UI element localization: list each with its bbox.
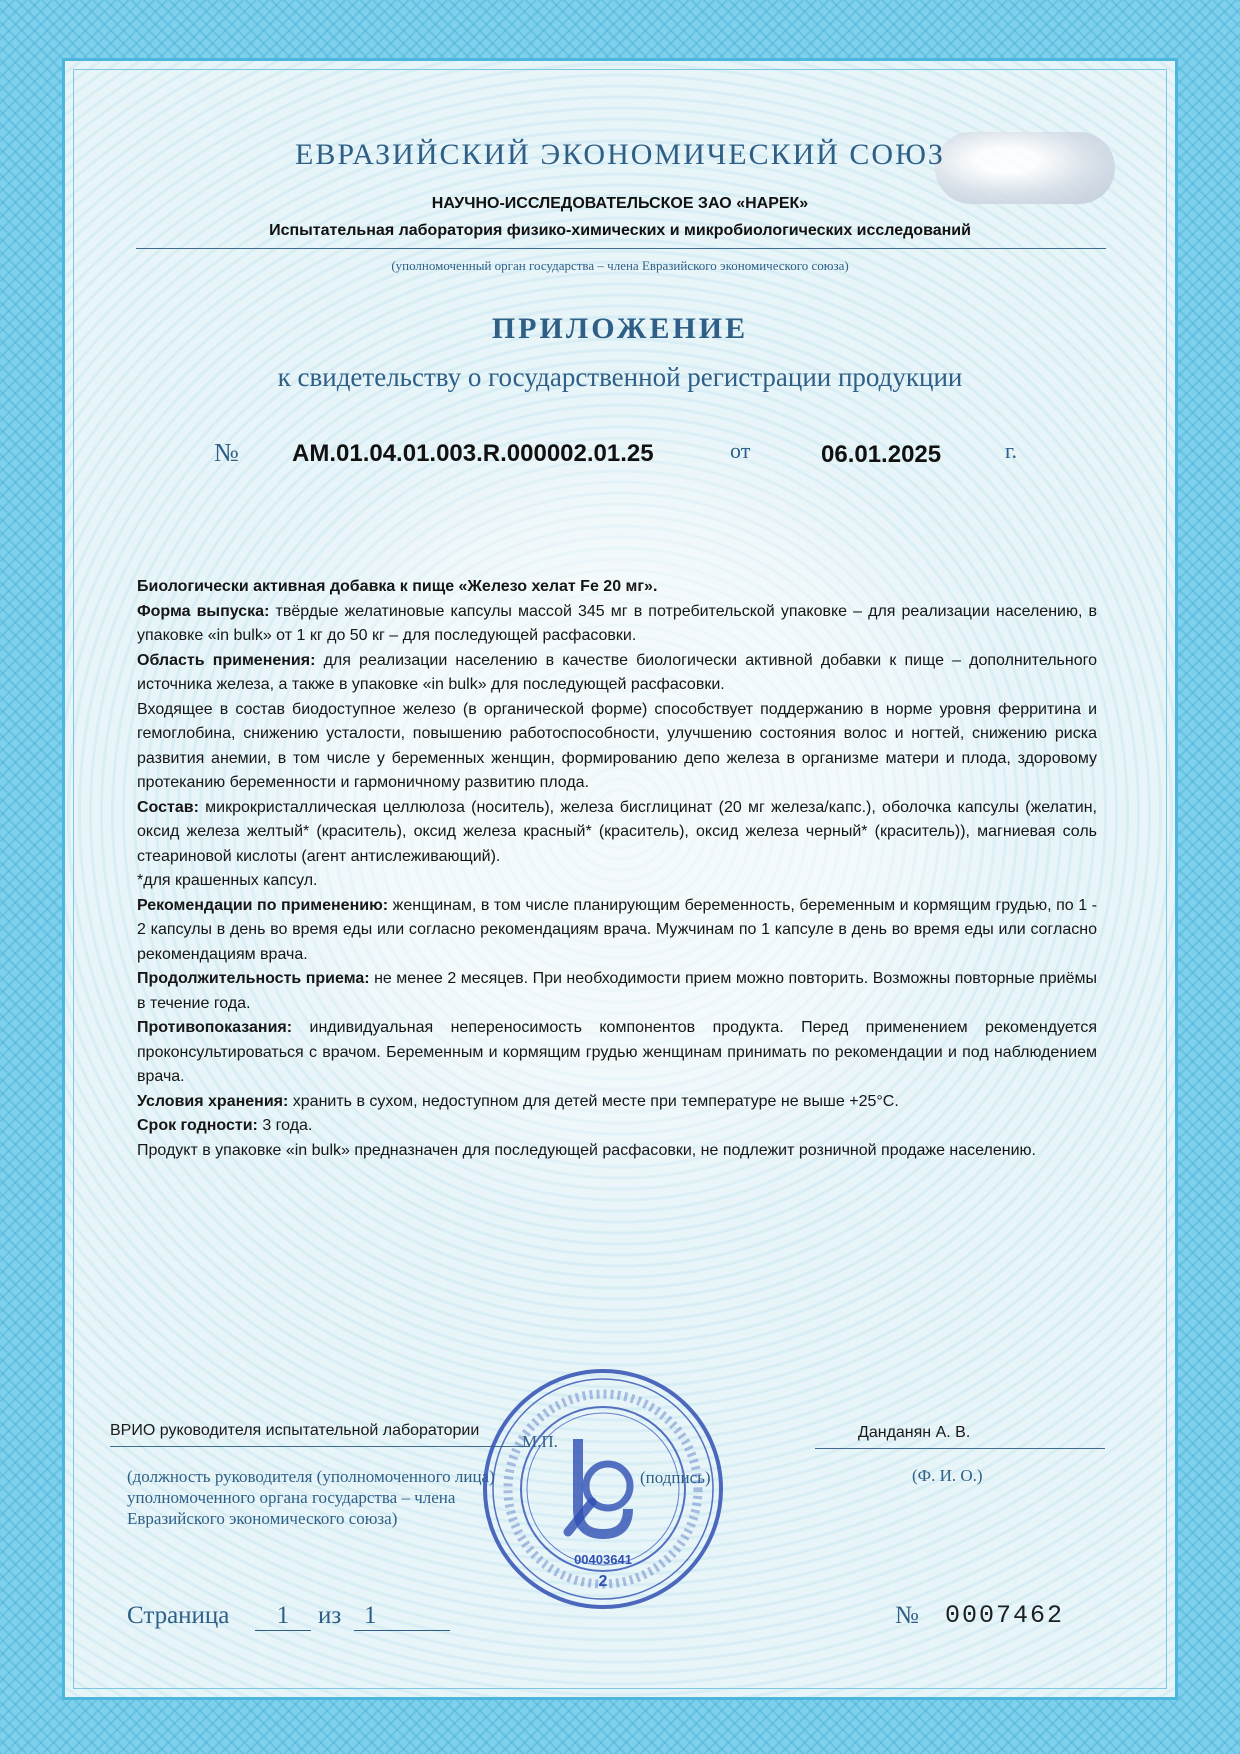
document-subtitle: к свидетельству о государственной регистрации продукции — [277, 362, 963, 392]
composition: Состав: микрокристаллическая целлюлоза (носитель), железа бисглицинат (20 мг железа/капс.), оболочка капсулы (желатин, оксид железа желтый* (краситель), оксид железа красный* (краситель), оксид железа черный* (краситель)), магниевая соль стеариновой кислоты (агент антислеживающий). — [137, 798, 1097, 865]
serial-number-label: № — [895, 1602, 919, 1629]
document-title: ПРИЛОЖЕНИЕ — [491, 312, 749, 345]
stamp-number: 00403641 — [574, 1552, 632, 1567]
name-caption: (Ф. И. О.) — [912, 1466, 983, 1485]
application-scope: Область применения: для реализации населению в качестве биологически активной добавки к пище – дополнительного источника железа, а также в упаковке «in bulk» для последующей расфасовки. — [137, 651, 1097, 693]
composition-footnote: *для крашенных капсул. — [137, 872, 318, 889]
union-title: ЕВРАЗИЙСКИЙ ЭКОНОМИЧЕСКИЙ СОЮЗ — [295, 138, 945, 171]
shelf-life: Срок годности: 3 года. — [137, 1117, 313, 1134]
seal-place-label: М.П. — [522, 1432, 558, 1451]
name-line — [815, 1448, 1105, 1449]
official-stamp — [478, 1364, 728, 1614]
page-total: 1 — [354, 1602, 450, 1631]
registration-date-label: от — [730, 438, 751, 463]
registration-number: AM.01.04.01.003.R.000002.01.25 — [292, 440, 654, 467]
certificate-body — [137, 575, 1097, 1163]
organization-caption: (уполномоченный орган государства – члена Евразийского экономического союза) — [391, 258, 849, 273]
registration-number-label: № — [214, 438, 239, 467]
signatory-name: Данданян А. В. — [858, 1424, 971, 1441]
release-form: Форма выпуска: твёрдые желатиновые капсулы массой 345 мг в потребительской упаковке – для реализации населению, в упаковке «in bulk» от 1 кг до 50 кг – для последующей расфасовки. — [137, 602, 1098, 644]
organization-name: НАУЧНО-ИССЛЕДОВАТЕЛЬСКОЕ ЗАО «НАРЕК» — [431, 195, 809, 212]
form-serial-number: 0007462 — [945, 1601, 1065, 1630]
contraindications: Противопоказания: индивидуальная непереносимость компонентов продукта. Перед применением рекомендуется проконсультироваться с врачом. Беременным и кормящим грудью женщинам принимать по рекомендации и под наблюдением врача. — [137, 1019, 1097, 1085]
intake-duration: Продолжительность приема: не менее 2 месяцев. При необходимости прием можно повторить. Возможны повторные приёмы в течение года. — [137, 970, 1098, 1012]
header-divider — [136, 248, 1106, 249]
page-current: 1 — [255, 1602, 311, 1631]
signature-caption: (подпись) — [640, 1468, 711, 1487]
stamp-digit: 2 — [598, 1573, 608, 1590]
page-of-label: из — [318, 1602, 342, 1629]
registration-date: 06.01.2025 — [821, 441, 942, 468]
position-caption: (должность руководителя (уполномоченного лица) уполномоченного органа государства – члена Евразийского экономического союза) — [127, 1467, 495, 1528]
product-name: Биологически активная добавка к пище «Железо хелат Fe 20 мг». — [137, 578, 658, 595]
bulk-note: Продукт в упаковке «in bulk» предназначен для последующей расфасовки, не подлежит розничной продаже населению. — [137, 1141, 1036, 1159]
registration-year-label: г. — [1005, 438, 1018, 463]
storage-conditions: Условия хранения: хранить в сухом, недоступном для детей месте при температуре не выше +25°С. — [137, 1092, 899, 1110]
usage-recommendations: Рекомендации по применению: женщинам, в том числе планирующим беременность, беременным и кормящим грудью, по 1 - 2 капсулы в день во время еды или согласно рекомендациям врача. Мужчинам по 1 капсуле в день во время еды или согласно рекомендациям врача. — [137, 896, 1097, 963]
signatory-position: ВРИО руководителя испытательной лаборатории — [110, 1422, 480, 1439]
laboratory-name: Испытательная лаборатория физико-химических и микробиологических исследований — [269, 222, 971, 239]
position-line — [110, 1446, 530, 1447]
page-label: Страница — [127, 1602, 230, 1629]
benefit-description: Входящее в состав биодоступное железо (в органической форме) способствует поддержанию в норме уровня ферритина и гемоглобина, снижению усталости, повышению работоспособности, улучшению состояния волос и ногтей, снижению риска развития анемии, в том числе у беременных женщин, формированию депо железа в организме матери и плода, здоровому протеканию беременности и гармоничному развитию плода. — [137, 700, 1097, 791]
